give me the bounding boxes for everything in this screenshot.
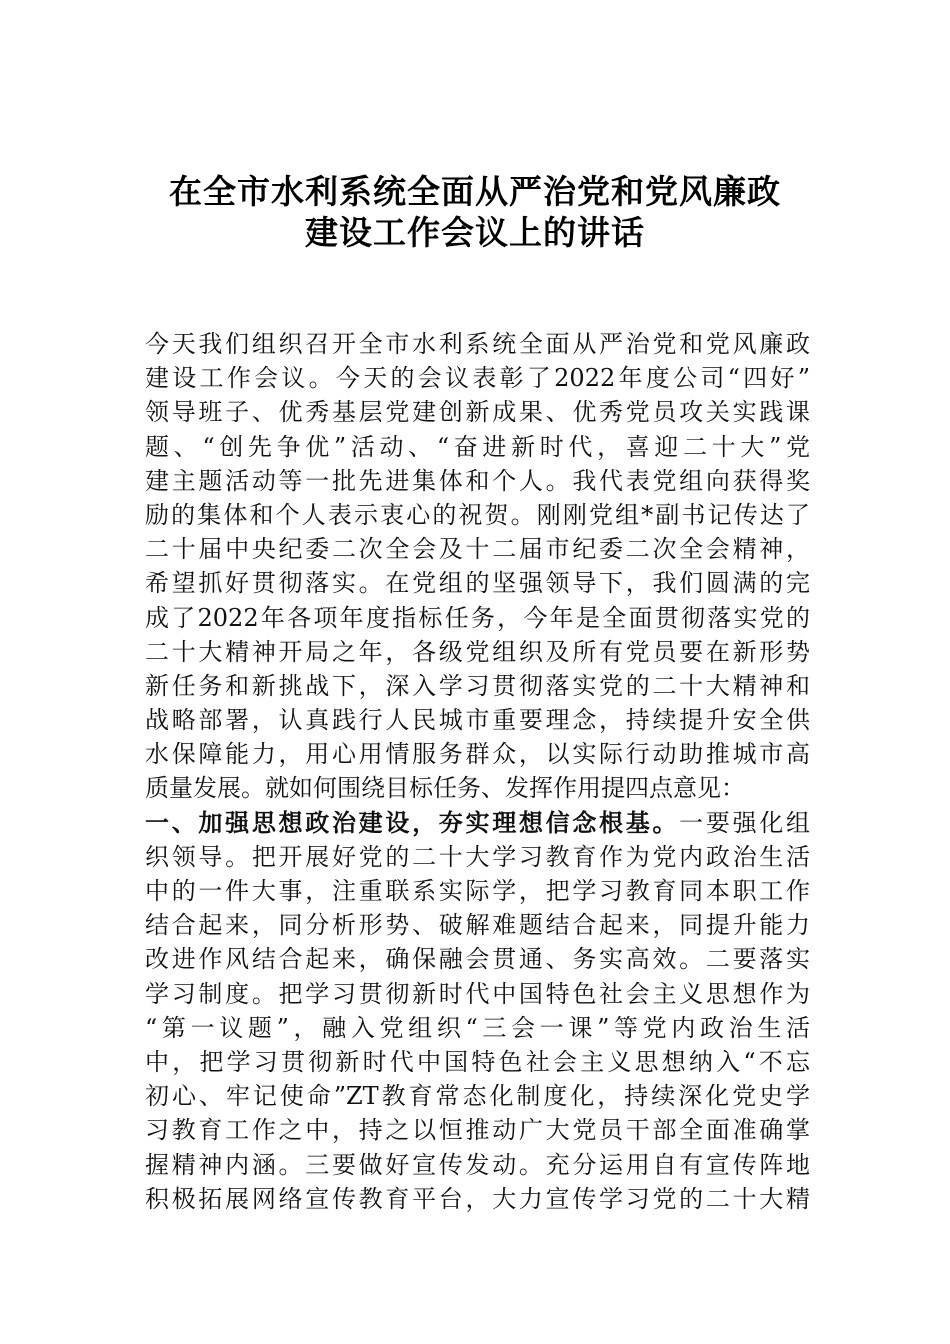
intro-line: 水保障能力，用心用情服务群众，以实际行动助推城市高 [145,740,810,769]
section-1-line: 中，把学习贯彻新时代中国特色社会主义思想纳入“不忘 [145,1047,810,1076]
section-1-first-line-text: 一要强化组 [679,808,811,837]
section-1-line: 学习制度。把学习贯彻新时代中国特色社会主义思想作为 [145,979,810,1008]
intro-line: 领导班子、优秀基层党建创新成果、优秀党员攻关实践课 [145,398,810,427]
intro-line: 建主题活动等一批先进集体和个人。我代表党组向获得奖 [145,466,810,495]
intro-line: 二十大精神开局之年，各级党组织及所有党员要在新形势 [145,637,810,666]
intro-line: 质量发展。就如何围绕目标任务、发挥作用提四点意见： [145,774,745,803]
section-1-line: 改进作风结合起来，确保融会贯通、务实高效。二要落实 [145,945,810,974]
intro-line: 今天我们组织召开全市水利系统全面从严治党和党风廉政 [145,330,810,358]
section-1-line: “第一议题”，融入党组织“三会一课”等党内政治生活 [145,1013,810,1042]
section-1-line: 初心、牢记使命”ZT教育常态化制度化，持续深化党史学 [145,1082,810,1111]
section-1-line: 结合起来，同分析形势、破解难题结合起来，同提升能力 [145,911,810,940]
intro-line: 建设工作会议。今天的会议表彰了2022年度公司“四好” [145,364,810,393]
document-title-line-1: 在全市水利系统全面从严治党和党风廉政 [169,172,781,211]
document-title-line-2: 建设工作会议上的讲话 [305,213,645,252]
intro-line: 新任务和新挑战下，深入学习贯彻落实党的二十大精神和 [145,671,810,700]
intro-line: 题、“创先争优”活动、“奋进新时代，喜迎二十大”党 [145,432,810,461]
intro-line: 成了2022年各项年度指标任务，今年是全面贯彻落实党的 [145,603,810,632]
intro-line: 战略部署，认真践行人民城市重要理念，持续提升安全供 [145,706,810,735]
section-1-line: 习教育工作之中，持之以恒推动广大党员干部全面准确掌 [145,1116,810,1145]
section-1-first-line [145,806,810,840]
document-body [145,327,810,1216]
section-1-heading: 一、加强思想政治建设，夯实理想信念根基。 [145,808,680,837]
intro-line: 二十届中央纪委二次全会及十二届市纪委二次全会精神， [145,535,810,564]
section-1-line: 积极拓展网络宣传教育平台，大力宣传学习党的二十大精 [145,1184,810,1213]
intro-line: 希望抓好贯彻落实。在党组的坚强领导下，我们圆满的完 [145,569,810,598]
section-1-line: 握精神内涵。三要做好宣传发动。充分运用自有宣传阵地 [145,1150,810,1179]
intro-line: 励的集体和个人表示衷心的祝贺。刚刚党组*副书记传达了 [145,500,810,529]
section-1-line: 织领导。把开展好党的二十大学习教育作为党内政治生活 [145,842,810,871]
section-1-line: 中的一件大事，注重联系实际学，把学习教育同本职工作 [145,877,810,905]
